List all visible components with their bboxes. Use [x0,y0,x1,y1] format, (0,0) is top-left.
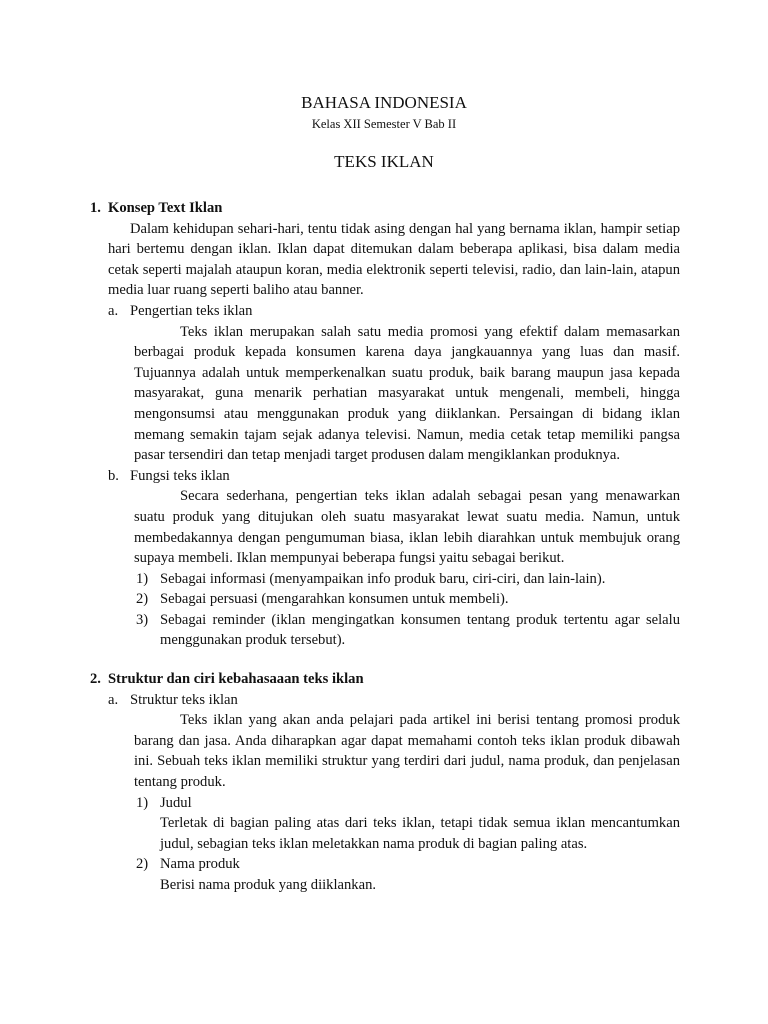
list-item-text: Sebagai reminder (iklan mengingatkan konsumen tentang produk tertentu agar selalu menggunakan produk tersebut). [160,611,680,649]
list-item-number: 2) [136,856,149,873]
list-item [134,589,680,610]
list-item-number: 1) [136,794,149,811]
subsection-letter: a. [108,691,119,708]
list-item-number: 3) [136,611,149,628]
list-item-description: Berisi nama produk yang diiklankan. [160,876,377,893]
list-item [134,854,680,875]
subsection-title: Pengertian teks iklan [130,302,253,319]
section-number: 2. [90,671,101,687]
subsection-letter: a. [108,302,119,319]
subsection-letter: b. [108,467,119,484]
document-subheading: Kelas XII Semester V Bab II [311,117,457,131]
section-2 [90,669,680,896]
function-list [90,569,680,651]
section-1 [90,198,680,651]
list-item-description: Terletak di bagian paling atas dari teks iklan, tetapi tidak semua iklan mencantumkan judul, sebagian teks iklan meletakkan nama produk di bagian paling atas. [160,815,680,852]
section-title: Konsep Text Iklan [108,200,223,216]
list-item-text: Sebagai informasi (menyampaikan info produk baru, ciri-ciri, dan lain-lain). [160,570,606,587]
section-2-heading [90,669,680,690]
subsection-1a-body: Teks iklan merupakan salah satu media promosi yang efektif dalam memasarkan berbagai produk kepada konsumen karena daya jangkauannya yang luas dan masif. Tujuannya adalah untuk memperkenalkan suatu produk, baik barang maupun jasa kepada masyarakat, guna menarik perhatian masyarakat untuk mengenali, membeli, hingga mengonsumsi atau menggunakan produk yang diiklankan. Persaingan di bidang iklan memang semakin tajam sejak adanya televisi. Namun, media cetak tetap memiliki pangsa pasar tersendiri dan tetap menjadi target produsen dalam mengiklankan produknya. [134,323,680,464]
list-item-label: Nama produk [160,856,240,873]
list-item-text: Sebagai persuasi (mengarahkan konsumen untuk membeli). [160,591,509,608]
list-item-label: Judul [160,794,192,811]
list-item [134,569,680,590]
list-item-number: 1) [136,570,149,587]
subsection-1b-body: Secara sederhana, pengertian teks iklan adalah sebagai pesan yang menawarkan suatu produk yang ditujukan oleh suatu masyarakat lewat suatu media. Namun, untuk membedakannya dengan pengumuman biasa, iklan lebih diarahkan untuk membujuk orang supaya membeli. Iklan mempunyai beberapa fungsi yaitu sebagai berikut. [134,488,680,567]
section-1-heading [90,198,680,219]
list-item [134,610,680,651]
subsection-2a-body: Teks iklan yang akan anda pelajari pada artikel ini berisi tentang promosi produk barang dan jasa. Anda diharapkan agar dapat memahami contoh teks iklan produk dibawah ini. Sebuah teks iklan memiliki struktur yang terdiri dari judul, nama produk, dan penjelasan tentang produk. [134,712,680,790]
subsection-1a-heading [90,301,680,322]
list-item [134,793,680,814]
subsection-2a-heading [90,690,680,711]
structure-list [90,793,680,814]
section-title: Struktur dan ciri kebahasaaan teks iklan [108,671,364,687]
structure-list-continued [90,854,680,875]
document-heading: BAHASA INDONESIA [301,93,467,112]
subsection-title: Struktur teks iklan [130,691,238,708]
subsection-title: Fungsi teks iklan [130,467,230,484]
section-1-intro: Dalam kehidupan sehari-hari, tentu tidak asing dengan hal yang bernama iklan, hampir setiap hari bertemu dengan iklan. Iklan dapat ditemukan dalam beberapa aplikasi, bisa dalam media cetak seperti majalah ataupun koran, media elektronik seperti televisi, radio, dan lain-lain, atapun media luar ruang seperti baliho atau banner. [108,220,680,299]
section-number: 1. [90,200,101,216]
document-topic-title: TEKS IKLAN [334,152,434,171]
list-item-number: 2) [136,591,149,608]
subsection-1b-heading [90,466,680,487]
